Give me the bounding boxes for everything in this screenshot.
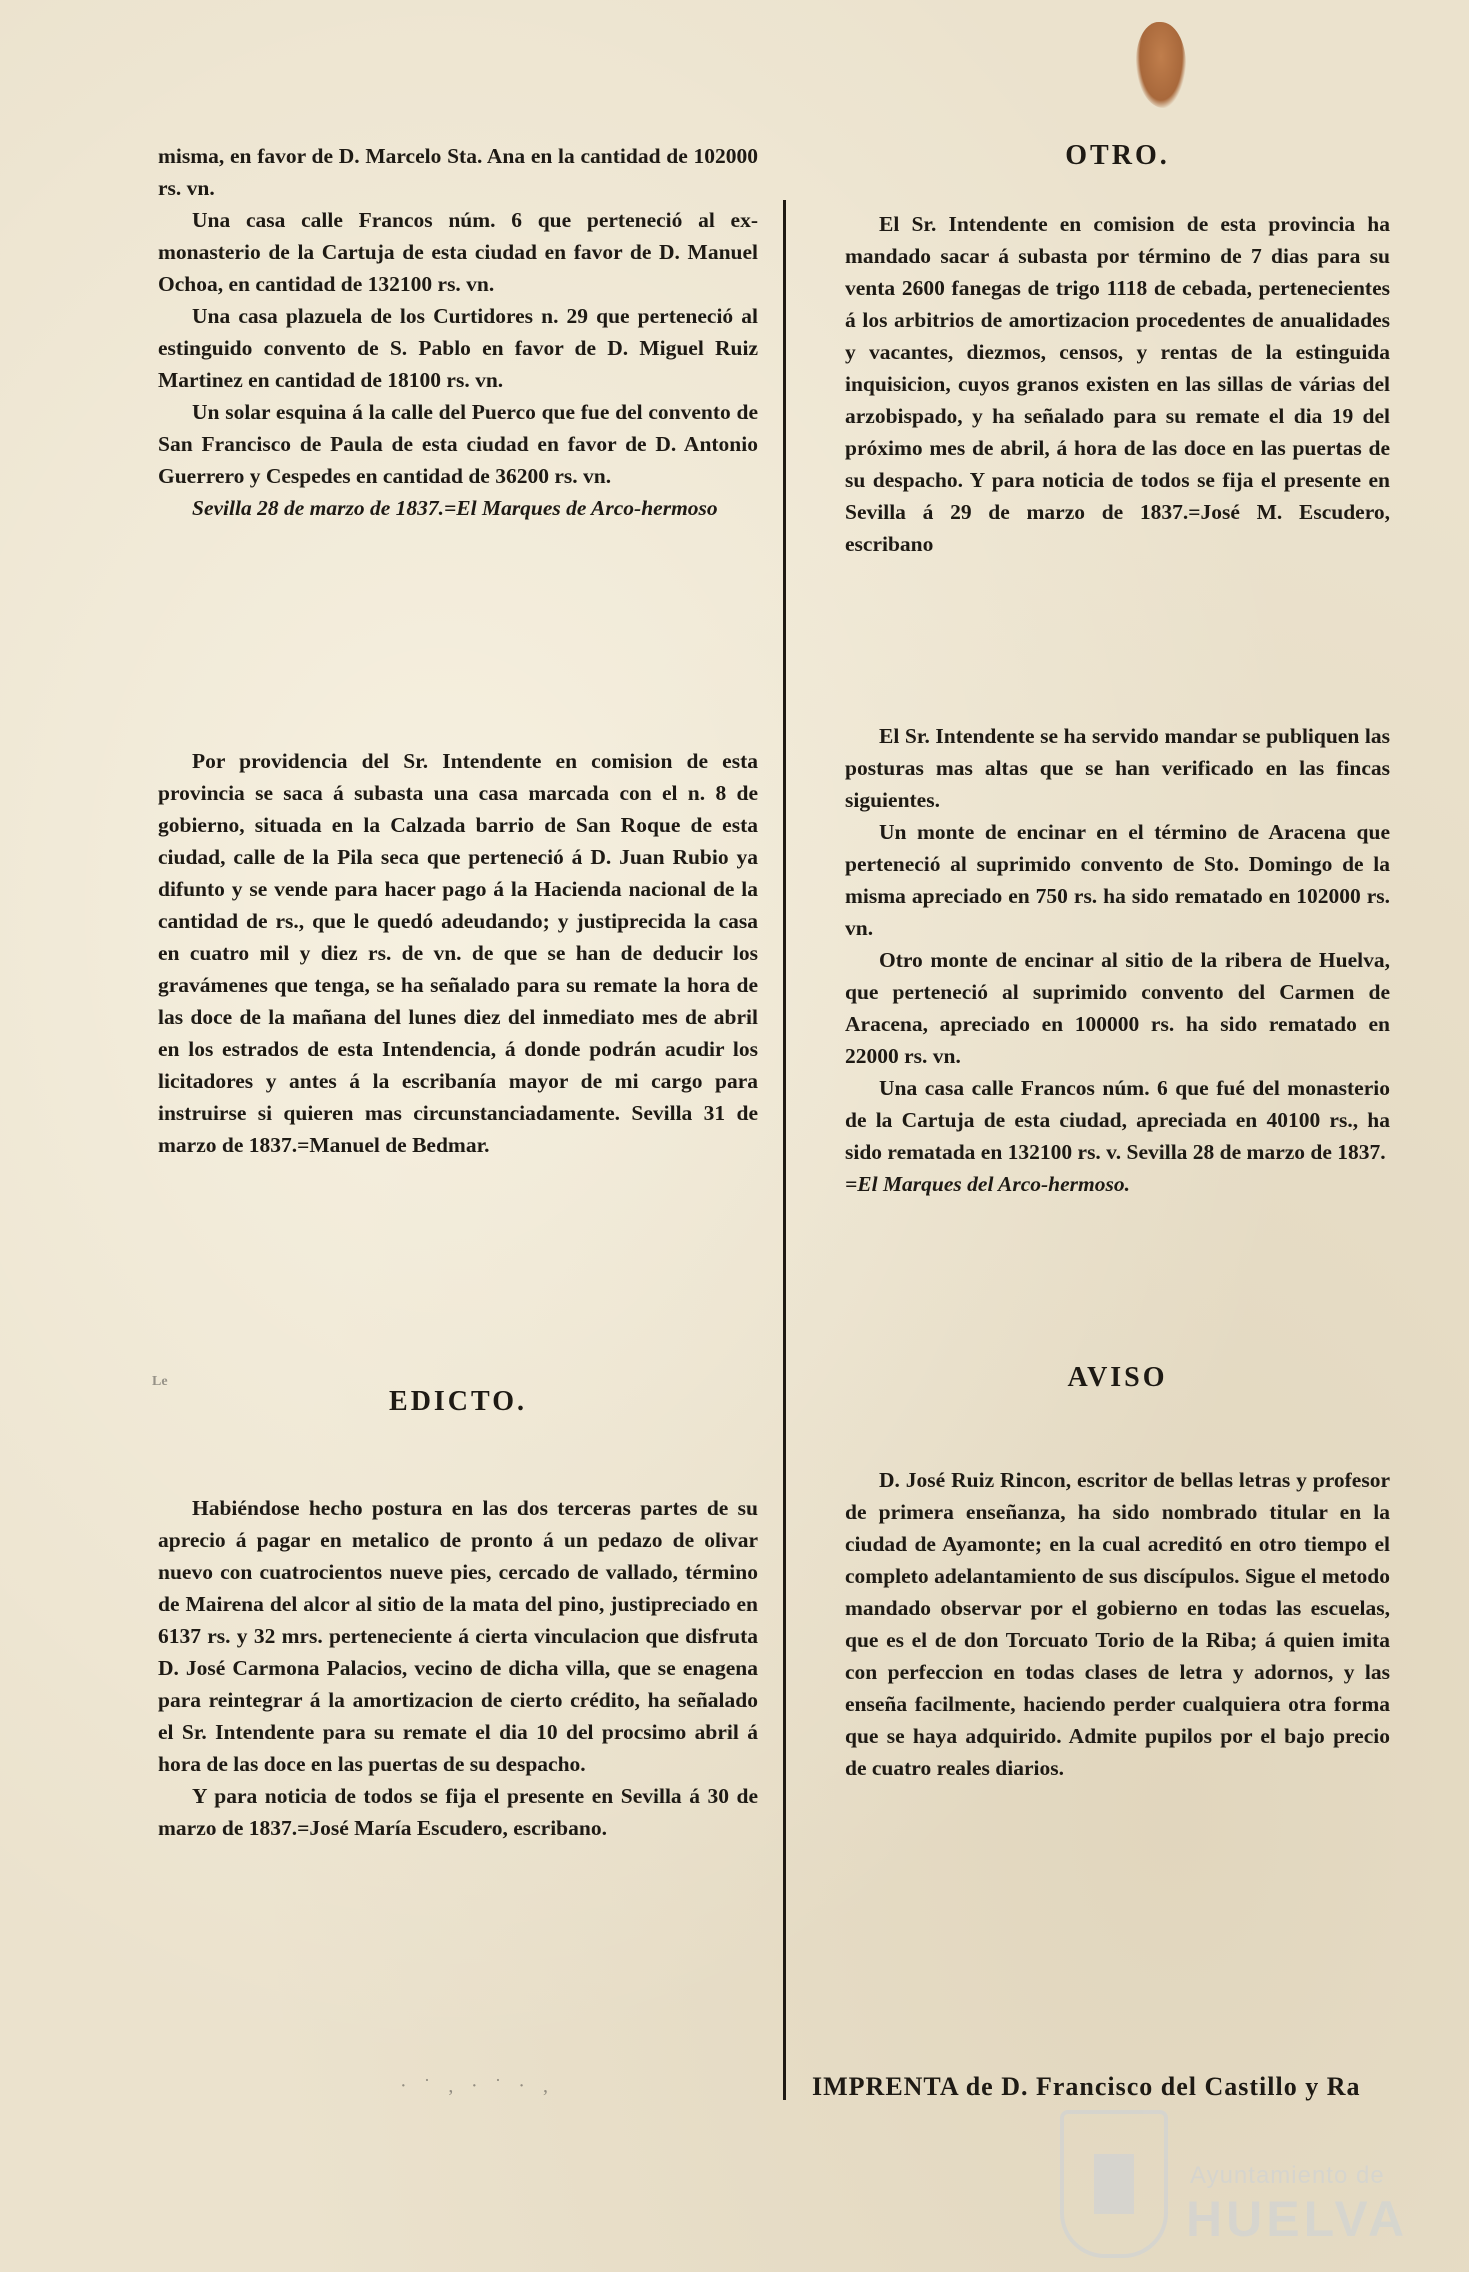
print-specks: · ˙ ‚ · ˙ · ‚	[400, 2075, 555, 2097]
postures-notice	[845, 720, 1390, 1200]
house-auction-notice	[158, 745, 758, 1161]
signature: Sevilla 28 de marzo de 1837.=El Marques de Arco-hermoso	[192, 496, 718, 520]
paragraph: Y para noticia de todos se fija el presente en Sevilla á 30 de marzo de 1837.=José María Escudero, escribano.	[158, 1784, 758, 1840]
watermark-line2: HUELVA	[1186, 2191, 1409, 2247]
shield-icon	[1060, 2110, 1168, 2258]
otro-section	[845, 140, 1390, 172]
otro-heading: OTRO.	[1065, 140, 1170, 171]
edicto-section	[158, 1386, 758, 1418]
otro-body	[845, 208, 1390, 560]
paragraph: Una casa plazuela de los Curtidores n. 29 que perteneció al estinguido convento de S. Pablo en favor de D. Miguel Ruiz Martinez en cantidad de 18100 rs. vn.	[158, 304, 758, 392]
aviso-heading: AVISO	[1067, 1362, 1168, 1393]
auction-results-block	[158, 140, 758, 524]
column-divider	[783, 200, 786, 2100]
watermark-line1: Ayuntamiento de	[1190, 2162, 1385, 2189]
paragraph: D. José Ruiz Rincon, escritor de bellas letras y profesor de primera enseñanza, ha sido nombrado titular en la ciudad de Ayamonte; en la cual acreditó en otro tiempo el completo adelantamiento de sus discípulos. Sigue el metodo mandado observar por el gobierno en todas las escuelas, que es el de don Torcuato Torio de la Riba; á quien imita con perfeccion en todas clases de letra y adornos, y las enseña facilmente, haciendo perder cualquiera otra forma que se haya adquirido. Admite pupilos por el bajo precio de cuatro reales diarios.	[845, 1468, 1390, 1780]
signature: =El Marques del Arco-hermoso.	[845, 1172, 1131, 1196]
paragraph: El Sr. Intendente en comision de esta provincia ha mandado sacar á subasta por término de 7 dias para su venta 2600 fanegas de trigo 1118 de cebada, pertenecientes á los arbitrios de amortizacion procedentes de anualidades y vacantes, diezmos, censos, y rentas de la estinguida inquisicion, cuyos granos existen en las sillas de várias del arzobispado, y ha señalado para su remate el dia 19 del próximo mes de abril, á hora de las doce en las puertas de su despacho. Y para noticia de todos se fija el presente en Sevilla á 29 de marzo de 1837.=José M. Escudero, escribano	[845, 212, 1390, 556]
paper-stain	[1136, 22, 1186, 108]
edicto-heading: EDICTO.	[389, 1386, 527, 1417]
printer-imprint: IMPRENTA de D. Francisco del Castillo y Ra	[812, 2072, 1361, 2101]
paragraph: Otro monte de encinar al sitio de la ribera de Huelva, que perteneció al suprimido convento del Carmen de Aracena, apreciado en 100000 rs. ha sido rematado en 22000 rs. vn.	[845, 948, 1390, 1068]
archive-watermark	[1060, 2110, 1410, 2260]
paragraph: El Sr. Intendente se ha servido mandar se publiquen las posturas mas altas que se han verificado en las fincas siguientes.	[845, 724, 1390, 812]
edicto-body	[158, 1492, 758, 1844]
paragraph: Una casa calle Francos núm. 6 que fué del monasterio de la Cartuja de esta ciudad, apreciada en 40100 rs., ha sido rematada en 132100 rs. v. Sevilla 28 de marzo de 1837.	[845, 1076, 1390, 1164]
paragraph: Por providencia del Sr. Intendente en comision de esta provincia se saca á subasta una casa marcada con el n. 8 de gobierno, situada en la Calzada barrio de San Roque de esta ciudad, calle de la Pila seca que perteneció á D. Juan Rubio ya difunto y se vende para hacer pago á la Hacienda nacional de la cantidad de rs., que le quedó adeudando; y justiprecida la casa en cuatro mil y diez rs. de vn. de que se han de deducir los gravámenes que tenga, se ha señalado para su remate la hora de las doce de la mañana del lunes diez del inmediato mes de abril en los estrados de esta Intendencia, á donde podrán acudir los licitadores y antes á la escribanía mayor de mi cargo para instruirse si quieren mas circunstanciadamente. Sevilla 31 de marzo de 1837.=Manuel de Bedmar.	[158, 749, 758, 1157]
paragraph: Una casa calle Francos núm. 6 que perteneció al ex-monasterio de la Cartuja de esta ciudad en favor de D. Manuel Ochoa, en cantidad de 132100 rs. vn.	[158, 208, 758, 296]
paragraph: misma, en favor de D. Marcelo Sta. Ana en la cantidad de 102000 rs. vn.	[158, 144, 758, 200]
paragraph: Un monte de encinar en el término de Aracena que perteneció al suprimido convento de Sto. Domingo de la misma apreciado en 750 rs. ha sido rematado en 102000 rs. vn.	[845, 820, 1390, 940]
aviso-body	[845, 1464, 1390, 1784]
paragraph: Habiéndose hecho postura en las dos terceras partes de su aprecio á pagar en metalico de pronto á un pedazo de olivar nuevo con cuatrocientos nueve pies, cercado de vallado, término de Mairena del alcor al sitio de la mata del pino, justipreciado en 6137 rs. y 32 mrs. perteneciente á cierta vinculacion que disfruta D. José Carmona Palacios, vecino de dicha villa, que se enagena para reintegrar á la amortizacion de cierto crédito, ha señalado el Sr. Intendente para su remate el dia 10 del procsimo abril á hora de las doce en las puertas de su despacho.	[158, 1496, 758, 1776]
stamp-text: Le	[152, 1374, 168, 1389]
paragraph: Un solar esquina á la calle del Puerco que fue del convento de San Francisco de Paula de esta ciudad en favor de D. Antonio Guerrero y Cespedes en cantidad de 36200 rs. vn.	[158, 400, 758, 488]
aviso-section	[845, 1362, 1390, 1394]
